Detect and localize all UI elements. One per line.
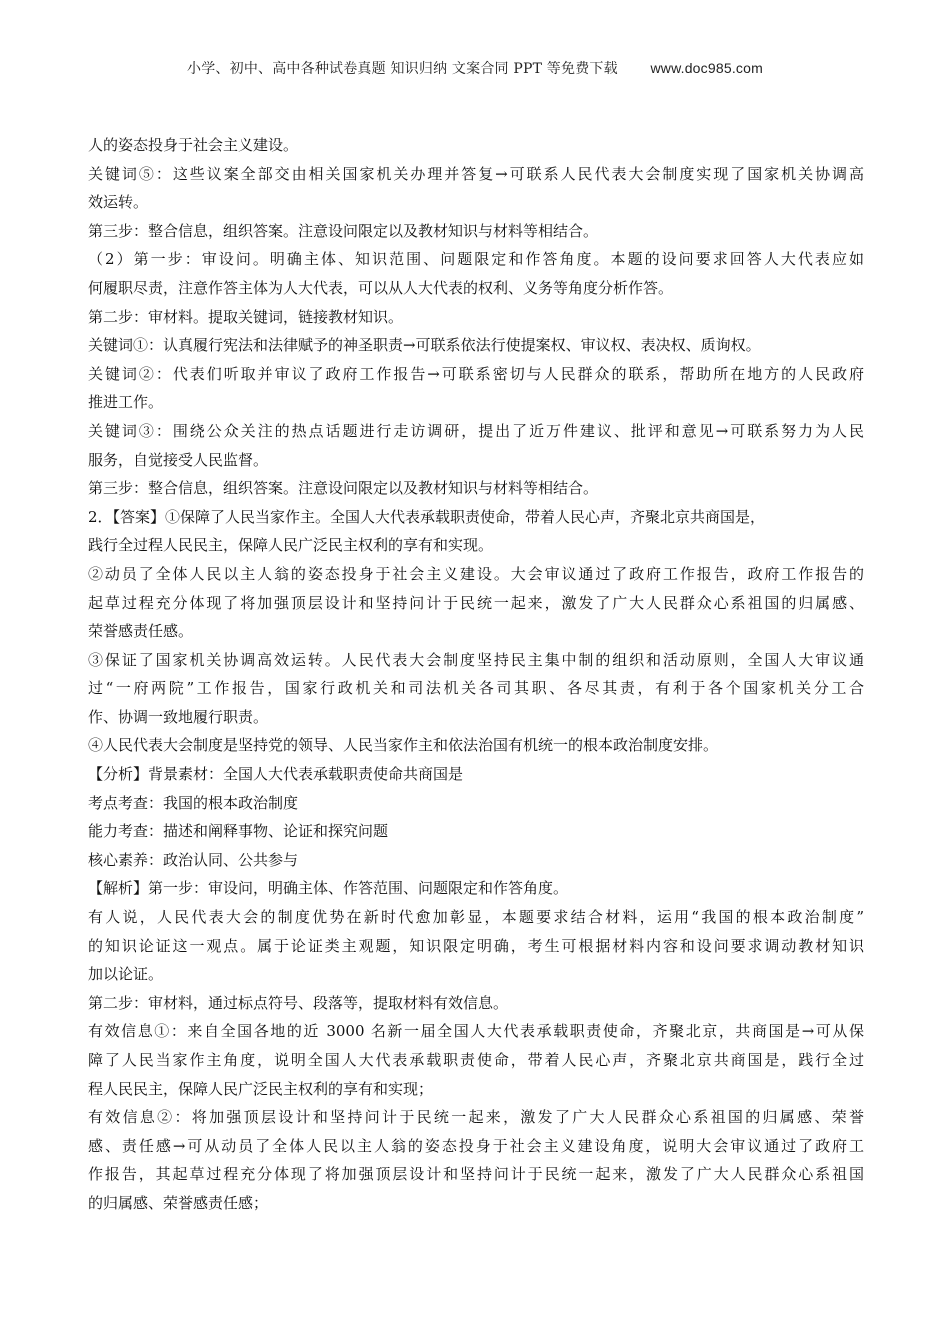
text-line: 2．【答案】①保障了人民当家作主。全国人大代表承载职责使命，带着人民心声，齐聚北京共商国是，	[88, 507, 766, 526]
text-line: 关键词②：代表们听取并审议了政府工作报告→可联系密切与人民群众的联系，帮助所在地方的人民政府	[88, 364, 864, 383]
text-line: 的归属感、荣誉感责任感；	[88, 1193, 269, 1212]
text-line: ②动员了全体人民以主人翁的姿态投身于社会主义建设。大会审议通过了政府工作报告，政府工作报告的	[88, 564, 864, 583]
text-line: 核心素养：政治认同、公共参与	[88, 850, 299, 869]
text-line: 践行全过程人民民主，保障人民广泛民主权利的享有和实现。	[88, 536, 494, 555]
text-line: 人的姿态投身于社会主义建设。	[88, 136, 299, 154]
page-header	[0, 58, 950, 78]
text-line: 障了人民当家作主角度，说明全国人大代表承载职责使命，带着人民心声，齐聚北京共商国是，践行全过	[88, 1051, 864, 1069]
text-line: 感、责任感→可从动员了全体人民以主人翁的姿态投身于社会主义建设角度，说明大会审议通过了政府工	[88, 1136, 864, 1155]
text-line: 荣誉感责任感。	[88, 622, 194, 641]
text-line: 推进工作。	[88, 393, 164, 412]
document-body	[88, 131, 864, 1218]
text-line: 【解析】第一步：审设问，明确主体、作答范围、问题限定和作答角度。	[88, 879, 569, 898]
text-line: 服务，自觉接受人民监督。	[88, 450, 269, 469]
text-line: 起草过程充分体现了将加强顶层设计和坚持问计于民统一起来，激发了广大人民群众心系祖国的归属感、	[88, 593, 864, 612]
text-line: 过“一府两院”工作报告，国家行政机关和司法机关各司其职、各尽其责，有利于各个国家机关分工合	[88, 679, 864, 698]
text-line: 第二步：审材料。提取关键词，链接教材知识。	[88, 307, 404, 326]
text-line: 关键词⑤：这些议案全部交由相关国家机关办理并答复→可联系人民代表大会制度实现了国家机关协调高	[88, 164, 864, 183]
text-line: 关键词①：认真履行宪法和法律赋予的神圣职责→可联系依法行使提案权、审议权、表决权、质询权。	[88, 336, 761, 355]
text-line: （2）第一步：审设问。明确主体、知识范围、问题限定和作答角度。本题的设问要求回答人大代表应如	[88, 250, 864, 269]
text-line: 有人说，人民代表大会的制度优势在新时代愈加彰显，本题要求结合材料，运用“我国的根本政治制度”	[88, 908, 864, 927]
header-text: 小学、初中、高中各种试卷真题 知识归纳 文案合同 PPT 等免费下载	[187, 61, 618, 77]
text-line: 有效信息②：将加强顶层设计和坚持问计于民统一起来，激发了广大人民群众心系祖国的归属感、荣誉	[88, 1108, 864, 1127]
text-line: 第三步：整合信息，组织答案。注意设问限定以及教材知识与材料等相结合。	[88, 221, 599, 240]
text-line: 何履职尽责，注意作答主体为人大代表，可以从人大代表的权利、义务等角度分析作答。	[88, 278, 674, 297]
text-line: 有效信息①：来自全国各地的近 3000 名新一届全国人大代表承载职责使命，齐聚北京，共商国是→可从保	[88, 1022, 864, 1041]
text-line: 【分析】背景素材：全国人大代表承载职责使命共商国是	[88, 765, 464, 784]
text-line: 第三步：整合信息，组织答案。注意设问限定以及教材知识与材料等相结合。	[88, 479, 599, 498]
text-line: 考点考查：我国的根本政治制度	[88, 793, 299, 812]
text-line: 作报告，其起草过程充分体现了将加强顶层设计和坚持问计于民统一起来，激发了广大人民群众心系祖国	[88, 1165, 864, 1184]
text-line: 能力考查：描述和阐释事物、论证和探究问题	[88, 822, 389, 841]
text-line: 的知识论证这一观点。属于论证类主观题，知识限定明确，考生可根据材料内容和设问要求调动教材知识	[88, 936, 864, 955]
header-site-url[interactable]: www.doc985.com	[650, 60, 763, 76]
text-line: ④人民代表大会制度是坚持党的领导、人民当家作主和依法治国有机统一的根本政治制度安排。	[88, 736, 719, 755]
text-line: ③保证了国家机关协调高效运转。人民代表大会制度坚持民主集中制的组织和活动原则，全国人大审议通	[88, 650, 864, 669]
text-line: 第二步：审材料，通过标点符号、段落等，提取材料有效信息。	[88, 993, 509, 1012]
text-line: 程人民民主，保障人民广泛民主权利的享有和实现；	[88, 1079, 434, 1098]
text-line: 效运转。	[88, 193, 149, 212]
text-line: 加以论证。	[88, 965, 164, 984]
text-line: 关键词③：围绕公众关注的热点话题进行走访调研，提出了近万件建议、批评和意见→可联系努力为人民	[88, 421, 864, 440]
text-line: 作、协调一致地履行职责。	[88, 707, 269, 726]
